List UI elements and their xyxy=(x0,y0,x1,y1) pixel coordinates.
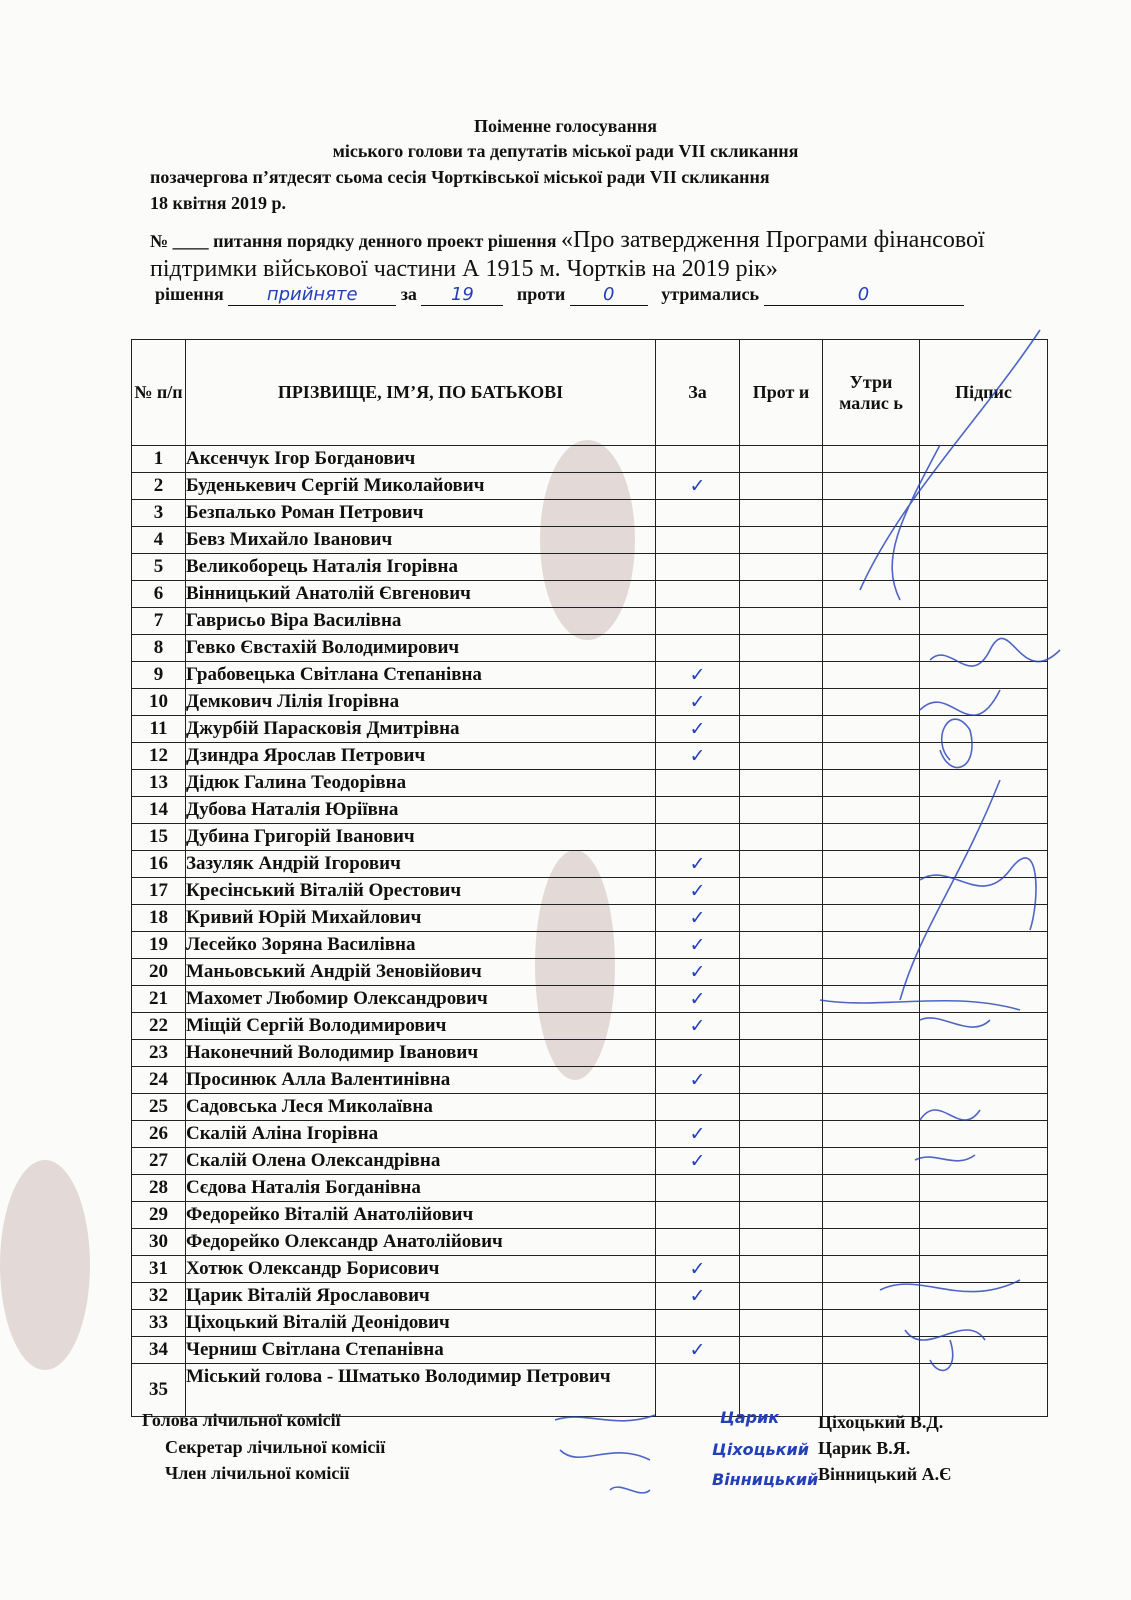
vote-for-cell xyxy=(656,1175,740,1202)
member-name: Ціхоцький Віталій Деонідович xyxy=(186,1310,656,1337)
row-number: 16 xyxy=(132,851,186,878)
table-row xyxy=(132,770,1048,797)
signature-cell xyxy=(920,662,1048,689)
issue-prefix: № xyxy=(150,231,169,251)
vote-against-cell xyxy=(740,1337,823,1364)
vote-for-cell: ✓ xyxy=(656,716,740,743)
member-name: Скалій Олена Олександрівна xyxy=(186,1148,656,1175)
row-number: 18 xyxy=(132,905,186,932)
decision-value: прийняте xyxy=(228,284,396,306)
vote-for-cell: ✓ xyxy=(656,851,740,878)
table-row xyxy=(132,500,1048,527)
row-number: 31 xyxy=(132,1256,186,1283)
table-row xyxy=(132,446,1048,473)
signature-cell xyxy=(920,689,1048,716)
vote-for-cell xyxy=(656,824,740,851)
issue-text-label: питання порядку денного проект рішення xyxy=(213,231,557,251)
vote-abstain-cell xyxy=(823,1148,920,1175)
table-row xyxy=(132,1121,1048,1148)
member-name: Кривий Юрій Михайлович xyxy=(186,905,656,932)
table-row xyxy=(132,1040,1048,1067)
row-number: 13 xyxy=(132,770,186,797)
signature-cell xyxy=(920,1067,1048,1094)
vote-against-cell xyxy=(740,1202,823,1229)
vote-against-cell xyxy=(740,635,823,662)
vote-abstain-cell xyxy=(823,635,920,662)
vote-abstain-cell xyxy=(823,1094,920,1121)
row-number: 33 xyxy=(132,1310,186,1337)
vote-abstain-cell xyxy=(823,689,920,716)
vote-abstain-cell xyxy=(823,473,920,500)
table-row xyxy=(132,1013,1048,1040)
row-number: 29 xyxy=(132,1202,186,1229)
vote-against-cell xyxy=(740,878,823,905)
table-row xyxy=(132,1337,1048,1364)
signature-cell xyxy=(920,1175,1048,1202)
table-row xyxy=(132,689,1048,716)
vote-abstain-cell xyxy=(823,824,920,851)
row-number: 32 xyxy=(132,1283,186,1310)
row-number: 5 xyxy=(132,554,186,581)
signature-cell xyxy=(920,1121,1048,1148)
row-number: 27 xyxy=(132,1148,186,1175)
vote-for-cell xyxy=(656,527,740,554)
row-number: 4 xyxy=(132,527,186,554)
vote-abstain-cell xyxy=(823,905,920,932)
signature-cell xyxy=(920,797,1048,824)
signature-cell xyxy=(920,1148,1048,1175)
row-number: 35 xyxy=(132,1364,186,1417)
member-name: Вінницький А.Є xyxy=(818,1464,952,1484)
signature-cell xyxy=(920,851,1048,878)
table-row xyxy=(132,824,1048,851)
vote-for-cell xyxy=(656,770,740,797)
table-row xyxy=(132,1067,1048,1094)
member-name: Аксенчук Ігор Богданович xyxy=(186,446,656,473)
row-number: 3 xyxy=(132,500,186,527)
row-number: 7 xyxy=(132,608,186,635)
table-row xyxy=(132,1148,1048,1175)
row-number: 26 xyxy=(132,1121,186,1148)
abstain-label: утримались xyxy=(661,284,759,304)
vote-abstain-cell xyxy=(823,1067,920,1094)
row-number: 8 xyxy=(132,635,186,662)
table-row xyxy=(132,1175,1048,1202)
row-number: 12 xyxy=(132,743,186,770)
signature-cell xyxy=(920,878,1048,905)
signature-cell xyxy=(920,770,1048,797)
vote-abstain-cell xyxy=(823,1202,920,1229)
member-name: Міщій Сергій Володимирович xyxy=(186,1013,656,1040)
row-number: 22 xyxy=(132,1013,186,1040)
signature-cell xyxy=(920,743,1048,770)
vote-abstain-cell xyxy=(823,959,920,986)
signature-cell xyxy=(920,905,1048,932)
row-number: 11 xyxy=(132,716,186,743)
vote-abstain-cell xyxy=(823,500,920,527)
signature-cell xyxy=(920,1337,1048,1364)
row-number: 1 xyxy=(132,446,186,473)
vote-for-cell: ✓ xyxy=(656,1067,740,1094)
member-name: Лесейко Зоряна Василівна xyxy=(186,932,656,959)
vote-abstain-cell xyxy=(823,878,920,905)
signature-cell xyxy=(920,824,1048,851)
col-name: ПРІЗВИЩЕ, ІМ’Я, ПО БАТЬКОВІ xyxy=(186,340,656,446)
table-row xyxy=(132,1364,1048,1417)
member-name: Демкович Лілія Ігорівна xyxy=(186,689,656,716)
vote-for-cell xyxy=(656,581,740,608)
vote-abstain-cell xyxy=(823,932,920,959)
table-row xyxy=(132,905,1048,932)
row-number: 19 xyxy=(132,932,186,959)
signature-cell xyxy=(920,446,1048,473)
row-number: 6 xyxy=(132,581,186,608)
vote-for-cell xyxy=(656,500,740,527)
vote-against-cell xyxy=(740,1040,823,1067)
vote-against-cell xyxy=(740,662,823,689)
vote-for-cell: ✓ xyxy=(656,1121,740,1148)
table-row xyxy=(132,959,1048,986)
member-name: Сєдова Наталія Богданівна xyxy=(186,1175,656,1202)
session-date: 18 квітня 2019 р. xyxy=(150,193,287,213)
signature-cell xyxy=(920,1256,1048,1283)
member-name: Грабовецька Світлана Степанівна xyxy=(186,662,656,689)
row-number: 30 xyxy=(132,1229,186,1256)
signature-cell xyxy=(920,959,1048,986)
vote-for-cell xyxy=(656,1040,740,1067)
doc-title: Поіменне голосування xyxy=(473,116,658,136)
vote-abstain-cell xyxy=(823,1364,920,1417)
vote-against-cell xyxy=(740,905,823,932)
vote-for-cell xyxy=(656,1094,740,1121)
decision-label: рішення xyxy=(155,284,224,304)
table-row xyxy=(132,932,1048,959)
col-signature: Підпис xyxy=(920,340,1048,446)
vote-for-cell xyxy=(656,635,740,662)
vote-abstain-cell xyxy=(823,1013,920,1040)
vote-for-cell xyxy=(656,1202,740,1229)
row-number: 25 xyxy=(132,1094,186,1121)
col-for: За xyxy=(656,340,740,446)
vote-for-cell: ✓ xyxy=(656,689,740,716)
vote-against-cell xyxy=(740,986,823,1013)
signature-cell xyxy=(920,473,1048,500)
signature-cell xyxy=(920,986,1048,1013)
vote-for-cell: ✓ xyxy=(656,1337,740,1364)
signature-cell xyxy=(920,635,1048,662)
row-number: 14 xyxy=(132,797,186,824)
against-value: 0 xyxy=(570,284,648,306)
member-name: Дубова Наталія Юріївна xyxy=(186,797,656,824)
vote-abstain-cell xyxy=(823,851,920,878)
vote-for-cell: ✓ xyxy=(656,959,740,986)
vote-abstain-cell xyxy=(823,770,920,797)
signature-cell xyxy=(920,1040,1048,1067)
vote-table xyxy=(131,339,1048,1417)
vote-for-cell: ✓ xyxy=(656,1256,740,1283)
vote-against-cell xyxy=(740,1094,823,1121)
vote-for-cell: ✓ xyxy=(656,905,740,932)
secretary-name: Царик В.Я. xyxy=(818,1438,911,1458)
coffee-stain xyxy=(0,1160,90,1370)
signature-cell xyxy=(920,1094,1048,1121)
vote-against-cell xyxy=(740,1067,823,1094)
vote-for-cell: ✓ xyxy=(656,878,740,905)
vote-against-cell xyxy=(740,581,823,608)
table-row xyxy=(132,527,1048,554)
vote-for-cell xyxy=(656,797,740,824)
member-name: Безпалько Роман Петрович xyxy=(186,500,656,527)
secretary-label: Секретар лічильної комісії xyxy=(165,1437,386,1457)
signature-cell xyxy=(920,500,1048,527)
member-name: Царик Віталій Ярославович xyxy=(186,1283,656,1310)
vote-abstain-cell xyxy=(823,743,920,770)
vote-against-cell xyxy=(740,1283,823,1310)
member-name: Маньовський Андрій Зеновійович xyxy=(186,959,656,986)
vote-abstain-cell xyxy=(823,1256,920,1283)
member-name: Зазуляк Андрій Ігорович xyxy=(186,851,656,878)
table-row xyxy=(132,797,1048,824)
row-number: 17 xyxy=(132,878,186,905)
table-row xyxy=(132,473,1048,500)
member-name: Махомет Любомир Олександрович xyxy=(186,986,656,1013)
vote-abstain-cell xyxy=(823,527,920,554)
signature-cell xyxy=(920,527,1048,554)
member-name: Черниш Світлана Степанівна xyxy=(186,1337,656,1364)
issue-number: ____ xyxy=(172,231,209,251)
table-row xyxy=(132,1202,1048,1229)
vote-for-cell xyxy=(656,1310,740,1337)
member-name: Вінницький Анатолій Євгенович xyxy=(186,581,656,608)
member-name: Бевз Михайло Іванович xyxy=(186,527,656,554)
member-name: Джурбій Парасковія Дмитрівна xyxy=(186,716,656,743)
vote-against-cell xyxy=(740,824,823,851)
vote-for-cell: ✓ xyxy=(656,1283,740,1310)
table-row xyxy=(132,851,1048,878)
member-name: Міський голова - Шматько Володимир Петрович xyxy=(186,1364,656,1417)
table-row xyxy=(132,1256,1048,1283)
member-name: Дідюк Галина Теодорівна xyxy=(186,770,656,797)
signature-cell xyxy=(920,716,1048,743)
signature-cell xyxy=(920,1202,1048,1229)
chair-name: Ціхоцький В.Д. xyxy=(818,1412,944,1432)
for-label: за xyxy=(400,284,417,304)
signature-cell xyxy=(920,932,1048,959)
member-label: Член лічильної комісії xyxy=(165,1463,350,1483)
vote-for-cell: ✓ xyxy=(656,1013,740,1040)
vote-against-cell xyxy=(740,446,823,473)
member-name: Буденькевич Сергій Миколайович xyxy=(186,473,656,500)
member-name: Великоборець Наталія Ігорівна xyxy=(186,554,656,581)
row-number: 9 xyxy=(132,662,186,689)
vote-for-cell xyxy=(656,554,740,581)
signature-cell xyxy=(920,581,1048,608)
signature-cell xyxy=(920,554,1048,581)
signature-cell xyxy=(920,608,1048,635)
handwritten-name-3: Вінницький xyxy=(712,1470,819,1489)
row-number: 34 xyxy=(132,1337,186,1364)
table-row xyxy=(132,581,1048,608)
chair-label: Голова лічильної комісії xyxy=(142,1410,341,1430)
table-row xyxy=(132,878,1048,905)
vote-against-cell xyxy=(740,959,823,986)
vote-abstain-cell xyxy=(823,608,920,635)
member-name: Федорейко Олександр Анатолійович xyxy=(186,1229,656,1256)
vote-summary xyxy=(155,284,964,306)
member-name: Гаврисьо Віра Василівна xyxy=(186,608,656,635)
vote-abstain-cell xyxy=(823,1121,920,1148)
member-name: Просинюк Алла Валентинівна xyxy=(186,1067,656,1094)
session-line: позачергова п’ятдесят сьома сесія Чортківської міської ради VII скликання xyxy=(150,167,770,187)
vote-abstain-cell xyxy=(823,554,920,581)
vote-against-cell xyxy=(740,527,823,554)
vote-against-cell xyxy=(740,1175,823,1202)
vote-against-cell xyxy=(740,797,823,824)
table-row xyxy=(132,662,1048,689)
member-name: Хотюк Олександр Борисович xyxy=(186,1256,656,1283)
table-row xyxy=(132,608,1048,635)
handwritten-name-1: Царик xyxy=(720,1408,780,1427)
row-number: 10 xyxy=(132,689,186,716)
vote-against-cell xyxy=(740,716,823,743)
vote-abstain-cell xyxy=(823,797,920,824)
table-header-row xyxy=(132,340,1048,446)
signature-cell xyxy=(920,1283,1048,1310)
vote-against-cell xyxy=(740,1013,823,1040)
vote-against-cell xyxy=(740,743,823,770)
member-name: Кресінський Віталій Орестович xyxy=(186,878,656,905)
table-row xyxy=(132,986,1048,1013)
col-abstain: Утри малис ь xyxy=(823,340,920,446)
table-row xyxy=(132,1094,1048,1121)
vote-against-cell xyxy=(740,608,823,635)
vote-against-cell xyxy=(740,851,823,878)
table-row xyxy=(132,1283,1048,1310)
vote-abstain-cell xyxy=(823,1283,920,1310)
vote-abstain-cell xyxy=(823,662,920,689)
vote-for-cell: ✓ xyxy=(656,932,740,959)
handwritten-name-2: Ціхоцький xyxy=(712,1440,809,1459)
vote-for-cell: ✓ xyxy=(656,743,740,770)
vote-for-cell: ✓ xyxy=(656,662,740,689)
vote-table-body xyxy=(132,446,1048,1417)
member-name: Скалій Аліна Ігорівна xyxy=(186,1121,656,1148)
vote-against-cell xyxy=(740,500,823,527)
signature-cell xyxy=(920,1364,1048,1417)
issue-title: «Про затвердження Програми фінансової підтримки військової частини А 1915 м. Чортків на 2019 рік» xyxy=(150,227,985,282)
vote-for-cell xyxy=(656,446,740,473)
vote-abstain-cell xyxy=(823,581,920,608)
vote-against-cell xyxy=(740,770,823,797)
table-row xyxy=(132,1229,1048,1256)
col-against: Прот и xyxy=(740,340,823,446)
member-name: Наконечний Володимир Іванович xyxy=(186,1040,656,1067)
vote-abstain-cell xyxy=(823,1310,920,1337)
vote-abstain-cell xyxy=(823,1229,920,1256)
row-number: 21 xyxy=(132,986,186,1013)
vote-against-cell xyxy=(740,554,823,581)
agenda-item xyxy=(150,226,1030,284)
row-number: 28 xyxy=(132,1175,186,1202)
doc-subtitle: міського голови та депутатів міської ради VII скликання xyxy=(332,141,799,161)
table-row xyxy=(132,1310,1048,1337)
row-number: 20 xyxy=(132,959,186,986)
row-number: 2 xyxy=(132,473,186,500)
vote-abstain-cell xyxy=(823,1175,920,1202)
for-value: 19 xyxy=(421,284,503,306)
vote-against-cell xyxy=(740,932,823,959)
member-name: Федорейко Віталій Анатолійович xyxy=(186,1202,656,1229)
row-number: 15 xyxy=(132,824,186,851)
vote-against-cell xyxy=(740,1310,823,1337)
abstain-value: 0 xyxy=(764,284,964,306)
vote-against-cell xyxy=(740,1121,823,1148)
vote-abstain-cell xyxy=(823,446,920,473)
against-label: проти xyxy=(516,284,566,304)
member-name: Дубина Григорій Іванович xyxy=(186,824,656,851)
vote-against-cell xyxy=(740,689,823,716)
table-row xyxy=(132,716,1048,743)
row-number: 23 xyxy=(132,1040,186,1067)
member-name: Дзиндра Ярослав Петрович xyxy=(186,743,656,770)
col-number: № п/п xyxy=(132,340,186,446)
signature-cell xyxy=(920,1229,1048,1256)
vote-for-cell xyxy=(656,608,740,635)
member-name: Садовська Леся Миколаївна xyxy=(186,1094,656,1121)
vote-against-cell xyxy=(740,1256,823,1283)
table-row xyxy=(132,554,1048,581)
table-row xyxy=(132,743,1048,770)
vote-abstain-cell xyxy=(823,1040,920,1067)
row-number: 24 xyxy=(132,1067,186,1094)
vote-abstain-cell xyxy=(823,1337,920,1364)
vote-for-cell: ✓ xyxy=(656,473,740,500)
vote-abstain-cell xyxy=(823,716,920,743)
vote-against-cell xyxy=(740,1148,823,1175)
signature-cell xyxy=(920,1310,1048,1337)
vote-for-cell: ✓ xyxy=(656,1148,740,1175)
vote-against-cell xyxy=(740,1229,823,1256)
table-row xyxy=(132,635,1048,662)
vote-abstain-cell xyxy=(823,986,920,1013)
vote-for-cell: ✓ xyxy=(656,986,740,1013)
vote-against-cell xyxy=(740,473,823,500)
signature-cell xyxy=(920,1013,1048,1040)
member-name: Гевко Євстахій Володимирович xyxy=(186,635,656,662)
vote-for-cell xyxy=(656,1229,740,1256)
